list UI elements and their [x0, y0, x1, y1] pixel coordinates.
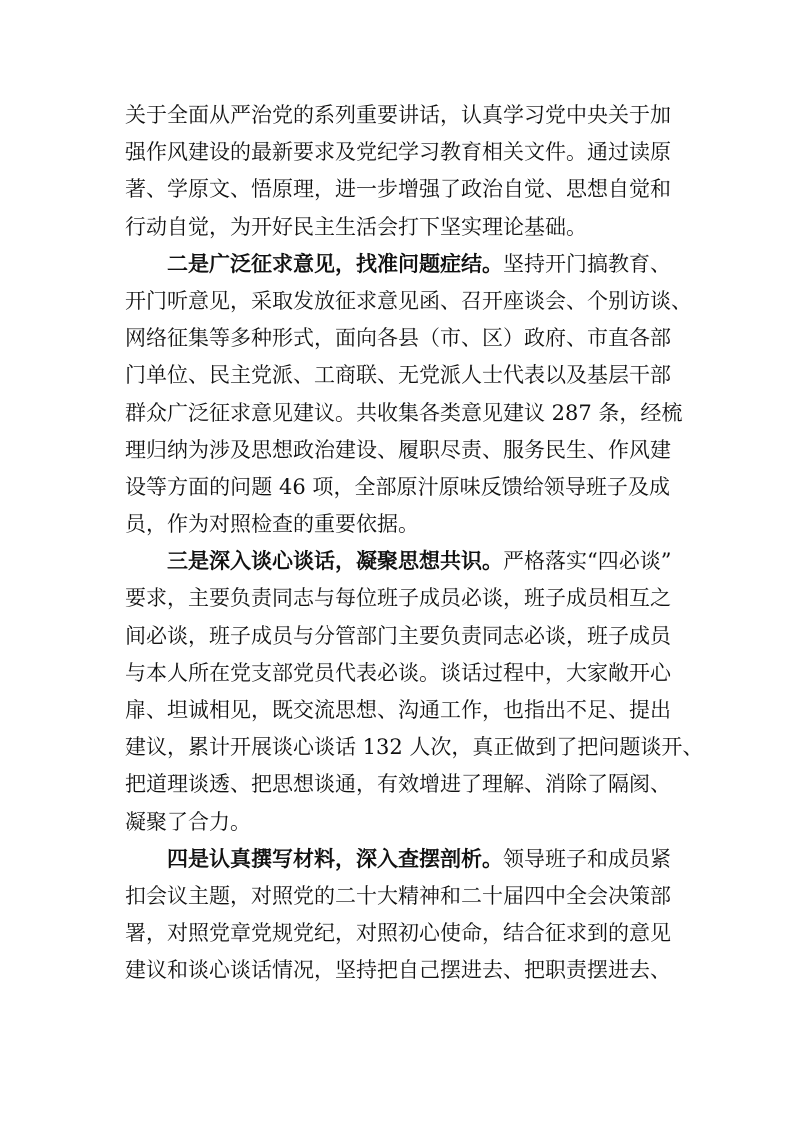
- text-line: [125, 171, 670, 208]
- text-line: [125, 395, 683, 432]
- line-text: 员，作为对照检查的重要依据。: [125, 512, 419, 537]
- text-line: [125, 952, 670, 989]
- text-line: [125, 729, 704, 766]
- text-line: [125, 878, 670, 915]
- paragraph-heading-line: [125, 543, 670, 580]
- line-text: 凝聚了合力。: [125, 809, 251, 834]
- line-text: 群众广泛征求意见建议。共收集各类意见建议 287 条，经梳: [125, 400, 683, 425]
- line-text: 扉、坦诚相见，既交流思想、沟通工作，也指出不足、提出: [125, 698, 671, 722]
- document-body: [125, 97, 704, 990]
- line-text: 网络征集等多种形式，面向各县（市、区）政府、市直各部: [125, 326, 671, 351]
- text-line: [125, 655, 670, 692]
- text-line: [125, 804, 670, 841]
- text-line: [125, 283, 692, 320]
- section-heading: 二是广泛征求意见，找准问题症结。: [167, 251, 503, 276]
- line-text: 间必谈，班子成员与分管部门主要负责同志必谈，班子成员: [125, 623, 671, 648]
- line-text: 设等方面的问题 46 项，全部原汁原味反馈给领导班子及成: [125, 474, 670, 499]
- text-line: [125, 209, 670, 246]
- text-line: [125, 506, 670, 543]
- section-heading: 三是深入谈心谈话，凝聚思想共识。: [167, 549, 503, 574]
- line-text: 要求，主要负责同志与每位班子成员必谈，班子成员相互之: [125, 586, 671, 611]
- line-text: 著、学原文、悟原理，进一步增强了政治自觉、思想自觉和: [125, 177, 671, 202]
- line-text: 署，对照党章党规党纪，对照初心使命，结合征求到的意见: [125, 921, 671, 946]
- line-text: 与本人所在党支部党员代表必谈。谈话过程中，大家敞开心: [125, 660, 671, 685]
- line-text: 把道理谈透、把思想谈通，有效增进了理解、消除了隔阂、: [125, 772, 671, 797]
- line-text: 开门听意见，采取发放征求意见函、召开座谈会、个别访谈、: [125, 288, 692, 313]
- paragraph-heading-line: [125, 841, 670, 878]
- line-text: 坚持开门搞教育、: [503, 251, 671, 276]
- text-line: [125, 692, 670, 729]
- text-line: [125, 432, 670, 469]
- line-text: 强作风建设的最新要求及党纪学习教育相关文件。通过读原: [125, 140, 671, 165]
- text-line: [125, 357, 670, 394]
- line-text: 理归纳为涉及思想政治建设、履职尽责、服务民生、作风建: [125, 437, 671, 462]
- text-line: [125, 97, 670, 134]
- text-line: [125, 580, 670, 617]
- line-text: 门单位、民主党派、工商联、无党派人士代表以及基层干部: [125, 363, 671, 388]
- section-heading: 四是认真撰写材料，深入查摆剖析。: [167, 846, 503, 871]
- line-text: 领导班子和成员紧: [503, 846, 671, 871]
- line-text: 行动自觉，为开好民主生活会打下坚实理论基础。: [125, 214, 587, 239]
- line-text: 扣会议主题，对照党的二十大精神和二十届四中全会决策部: [125, 883, 671, 908]
- text-line: [125, 134, 670, 171]
- line-text: 关于全面从严治党的系列重要讲话，认真学习党中央关于加: [125, 103, 671, 127]
- line-text: 建议和谈心谈话情况，坚持把自己摆进去、把职责摆进去、: [125, 958, 671, 983]
- text-line: [125, 618, 670, 655]
- text-line: [125, 766, 670, 803]
- line-text: 严格落实“四必谈”: [503, 549, 672, 574]
- text-line: [125, 320, 670, 357]
- paragraph-heading-line: [125, 246, 670, 283]
- text-line: [125, 915, 670, 952]
- text-line: [125, 469, 670, 506]
- line-text: 建议，累计开展谈心谈话 132 人次，真正做到了把问题谈开、: [125, 735, 704, 760]
